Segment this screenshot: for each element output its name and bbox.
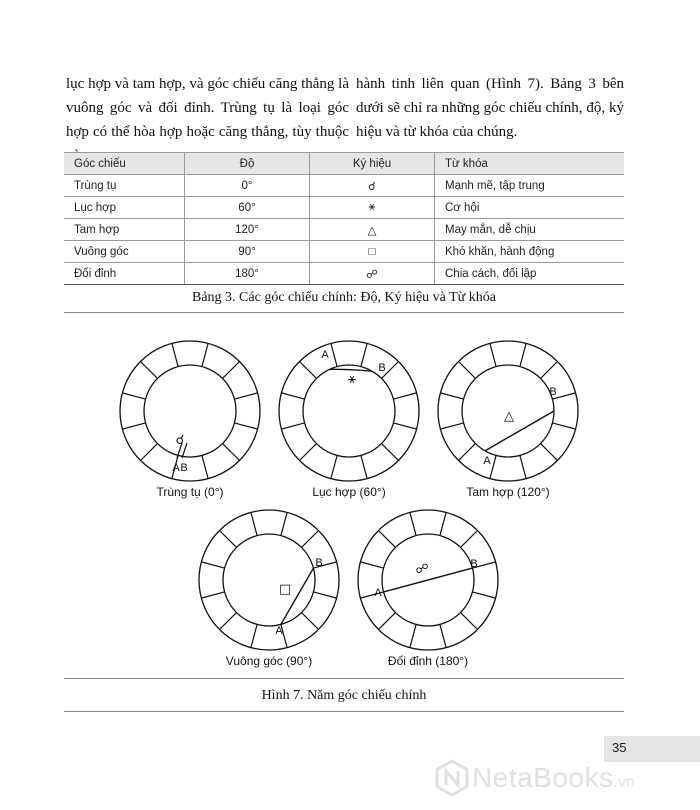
aspect-point-b-label: B (315, 557, 323, 569)
wheel-segment-divider (251, 512, 257, 535)
aspect-point-a-label: A (374, 587, 382, 599)
aspect-wheel (120, 341, 260, 481)
wheel-segment-divider (223, 362, 240, 379)
aspect-wheel (199, 510, 339, 650)
divider-line (64, 711, 624, 712)
wheel-segment-divider (461, 613, 478, 630)
wheel-segment-divider (331, 343, 337, 366)
wheel-segment-divider (440, 423, 463, 429)
wheel-segment-divider (541, 362, 558, 379)
wheel-segment-divider (361, 343, 367, 366)
aspect-point-a-label: A (321, 349, 329, 361)
wheel-segment-divider (141, 362, 158, 379)
wheel-segment-divider (552, 423, 575, 429)
wheel-segment-divider (361, 455, 367, 478)
wheel-segment-divider (234, 393, 257, 399)
wheel-segment-divider (172, 343, 178, 366)
wheel-segment-divider (440, 624, 446, 647)
wheel-segment-divider (122, 393, 145, 399)
wheel-segment-divider (313, 592, 336, 598)
wheel-segment-divider (300, 444, 317, 461)
watermark-suffix: .vn (613, 774, 635, 791)
netabooks-logo-icon (432, 758, 472, 798)
wheel-segment-divider (302, 531, 319, 548)
wheel-label-trine: Tam hợp (120°) (466, 485, 550, 499)
wheel-segment-divider (201, 562, 224, 568)
cell-symbol: ⚹ (310, 197, 435, 219)
wheel-segment-divider (459, 362, 476, 379)
aspect-point-a-label: A (275, 625, 283, 637)
wheel-segment-divider (382, 444, 399, 461)
wheel-segment-divider (281, 393, 304, 399)
aspect-symbol-icon: □ (278, 582, 292, 597)
wheel-segment-divider (202, 343, 208, 366)
cell-symbol: ☍ (310, 263, 435, 285)
cell-degree: 90° (185, 241, 310, 263)
aspect-symbol-icon: ☌ (175, 433, 185, 448)
aspect-symbol-icon: △ (504, 409, 514, 424)
wheel-inner-ring (144, 365, 236, 457)
wheel-segment-divider (379, 613, 396, 630)
aspect-point-b-label: B (549, 386, 557, 398)
cell-symbol: □ (310, 241, 435, 263)
cell-aspect: Trùng tụ (64, 175, 185, 197)
aspect-symbol-icon: ⚹ (348, 372, 356, 387)
wheel-segment-divider (360, 562, 383, 568)
aspect-point-a-label: A (172, 462, 180, 474)
wheel-segment-divider (520, 343, 526, 366)
wheel-segment-divider (251, 624, 257, 647)
cell-symbol: △ (310, 219, 435, 241)
wheel-segment-divider (234, 423, 257, 429)
wheel-label-conjunction: Trùng tụ (0°) (156, 485, 224, 499)
wheel-segment-divider (141, 444, 158, 461)
wheel-segment-divider (281, 423, 304, 429)
watermark-text: NetaBooks (472, 762, 614, 793)
cell-aspect: Đối đỉnh (64, 263, 185, 285)
cell-aspect: Tam hợp (64, 219, 185, 241)
divider-line (64, 678, 624, 679)
cell-keywords: Chia cách, đối lập (435, 263, 625, 285)
aspect-wheel (358, 510, 498, 650)
wheel-label-square: Vuông góc (90°) (225, 654, 313, 668)
wheel-segment-divider (410, 512, 416, 535)
header-aspect: Góc chiếu (64, 153, 185, 175)
wheel-inner-ring (223, 534, 315, 626)
body-paragraph-left: lục hợp và tam hợp, và góc chiếu căng thẳng là vuông góc và đối đỉnh. Trùng tụ là loại góc hợp có thể hòa hợp hoặc căng thẳng, tùy thuộc (66, 76, 349, 140)
wheel-segment-divider (490, 455, 496, 478)
wheel-segment-divider (440, 512, 446, 535)
aspect-wheel (279, 341, 419, 481)
cell-degree: 0° (185, 175, 310, 197)
aspect-line (330, 369, 372, 371)
watermark (432, 758, 635, 798)
wheel-segment-divider (379, 531, 396, 548)
cell-keywords: Mạnh mẽ, tập trung (435, 175, 625, 197)
wheel-segment-divider (331, 455, 337, 478)
wheel-label-sextile: Lục hợp (60°) (312, 485, 386, 499)
wheel-segment-divider (281, 512, 287, 535)
wheel-segment-divider (440, 393, 463, 399)
wheel-segment-divider (220, 613, 237, 630)
wheel-segment-divider (302, 613, 319, 630)
aspect-point-b-label: B (180, 462, 188, 474)
wheel-segment-divider (202, 455, 208, 478)
aspect-point-b-label: B (378, 362, 386, 374)
wheel-segment-divider (490, 343, 496, 366)
header-degree: Độ (185, 153, 310, 175)
wheel-segment-divider (541, 444, 558, 461)
header-keywords: Từ khóa (435, 153, 625, 175)
wheel-segment-divider (300, 362, 317, 379)
aspect-line (485, 411, 554, 451)
wheel-segment-divider (520, 455, 526, 478)
table-caption: Bảng 3. Các góc chiếu chính: Độ, Ký hiệu và Từ khóa (192, 290, 496, 305)
cell-keywords: Khó khăn, hành động (435, 241, 625, 263)
aspect-point-b-label: B (470, 558, 478, 570)
wheel-segment-divider (459, 444, 476, 461)
cell-degree: 60° (185, 197, 310, 219)
wheel-segment-divider (223, 444, 240, 461)
wheel-segment-divider (393, 423, 416, 429)
cell-keywords: May mắn, dễ chịu (435, 219, 625, 241)
cell-keywords: Cơ hội (435, 197, 625, 219)
wheel-segment-divider (461, 531, 478, 548)
cell-aspect: Vuông góc (64, 241, 185, 263)
wheel-segment-divider (201, 592, 224, 598)
cell-aspect: Lục hợp (64, 197, 185, 219)
aspect-point-a-label: A (483, 455, 491, 467)
cell-degree: 120° (185, 219, 310, 241)
wheel-segment-divider (122, 423, 145, 429)
header-symbol: Ký hiệu (310, 153, 435, 175)
aspect-symbol-icon: ☍ (415, 562, 429, 577)
body-paragraph-right: hành tinh liên quan (Hình 7). Bảng 3 bên dưới sẽ chỉ ra những góc chiếu chính, độ, ký hiệu và từ khóa của chúng. (356, 76, 624, 140)
figure-caption: Hình 7. Năm góc chiếu chính (261, 688, 427, 703)
wheel-segment-divider (393, 393, 416, 399)
wheel-segment-divider (220, 531, 237, 548)
cell-symbol: ☌ (310, 175, 435, 197)
wheel-segment-divider (410, 624, 416, 647)
wheel-segment-divider (472, 592, 495, 598)
aspect-wheel (438, 341, 578, 481)
page-number: 35 (612, 740, 627, 755)
cell-degree: 180° (185, 263, 310, 285)
wheel-label-opposition: Đối đỉnh (180°) (387, 654, 469, 668)
